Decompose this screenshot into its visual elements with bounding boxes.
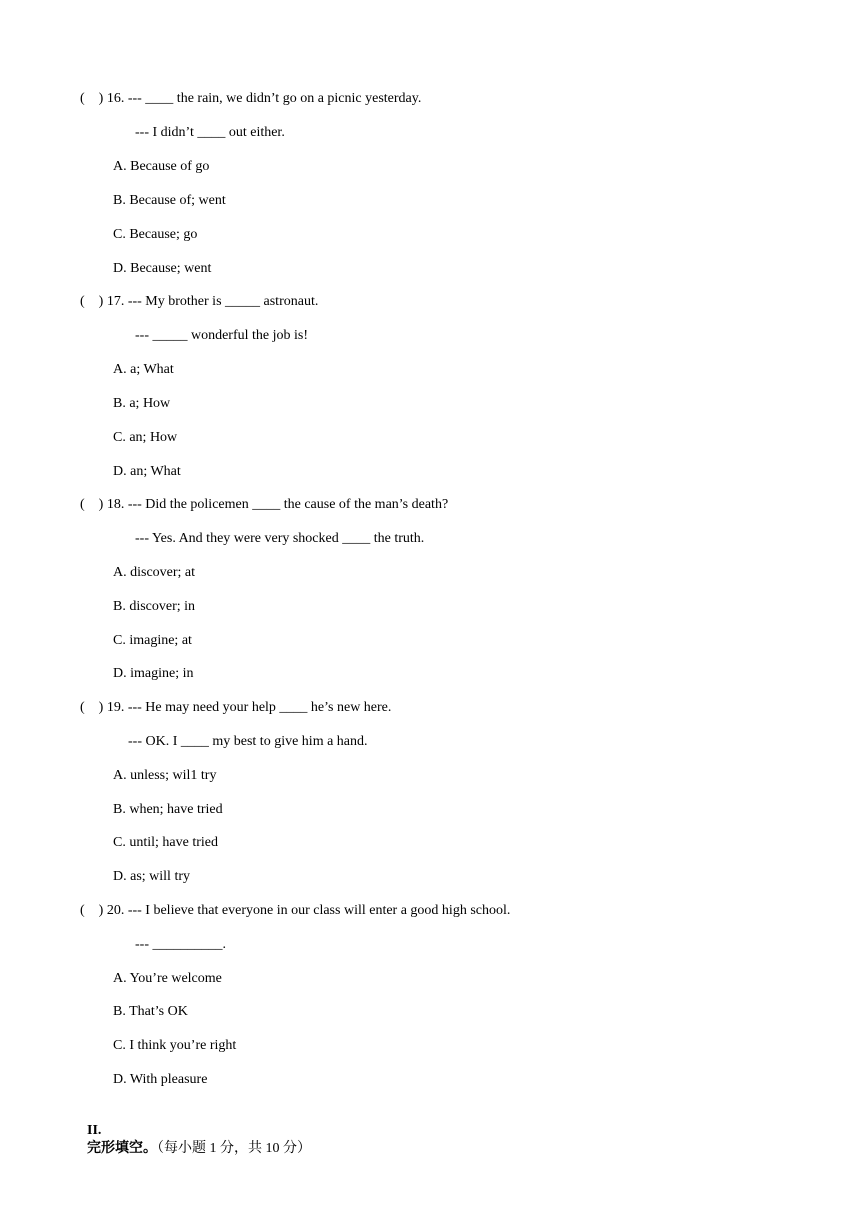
- question-16-option-c: C. Because; go: [113, 227, 198, 242]
- question-19-option-c: C. until; have tried: [113, 835, 218, 850]
- question-19-stem: ( ) 19. --- He may need your help ____ he’s new here.: [80, 700, 392, 715]
- question-17-option-c: C. an; How: [113, 430, 178, 445]
- section-number: II.: [87, 1123, 102, 1138]
- section-note: （每小题 1 分，共 10 分）: [157, 1141, 311, 1156]
- question-18-option-b: B. discover; in: [113, 599, 196, 614]
- question-18-option-d: D. imagine; in: [113, 666, 194, 681]
- question-20-option-b: B. That’s OK: [113, 1004, 188, 1019]
- section-title: 完形填空。: [87, 1141, 157, 1156]
- question-16-stem: ( ) 16. --- ____ the rain, we didn’t go on a picnic yesterday.: [80, 91, 422, 106]
- question-16-option-d: D. Because; went: [113, 261, 212, 276]
- question-18-option-c: C. imagine; at: [113, 633, 192, 648]
- question-18-stem: ( ) 18. --- Did the policemen ____ the cause of the man’s death?: [80, 497, 449, 512]
- question-20-option-a: A. You’re welcome: [113, 971, 222, 986]
- question-19-option-a: A. unless; wil1 try: [113, 768, 217, 783]
- question-16-reply: --- I didn’t ____ out either.: [135, 125, 285, 140]
- question-17-option-d: D. an; What: [113, 464, 181, 479]
- question-18-reply: --- Yes. And they were very shocked ____ the truth.: [135, 531, 425, 546]
- section-heading: [80, 1104, 311, 1158]
- question-16-option-a: A. Because of go: [113, 159, 210, 174]
- question-19-option-d: D. as; will try: [113, 869, 190, 884]
- question-16-option-b: B. Because of; went: [113, 193, 226, 208]
- question-20-option-c: C. I think you’re right: [113, 1038, 237, 1053]
- question-20-reply: --- __________.: [135, 937, 226, 952]
- question-17-stem: ( ) 17. --- My brother is _____ astronaut.: [80, 294, 319, 309]
- question-19-option-b: B. when; have tried: [113, 802, 223, 817]
- question-19-reply: --- OK. I ____ my best to give him a hand.: [128, 734, 368, 749]
- question-18-option-a: A. discover; at: [113, 565, 196, 580]
- question-20-option-d: D. With pleasure: [113, 1072, 208, 1087]
- question-20-stem: ( ) 20. --- I believe that everyone in our class will enter a good high school.: [80, 903, 511, 918]
- question-17-reply: --- _____ wonderful the job is!: [135, 328, 309, 343]
- question-17-option-b: B. a; How: [113, 396, 171, 411]
- question-17-option-a: A. a; What: [113, 362, 174, 377]
